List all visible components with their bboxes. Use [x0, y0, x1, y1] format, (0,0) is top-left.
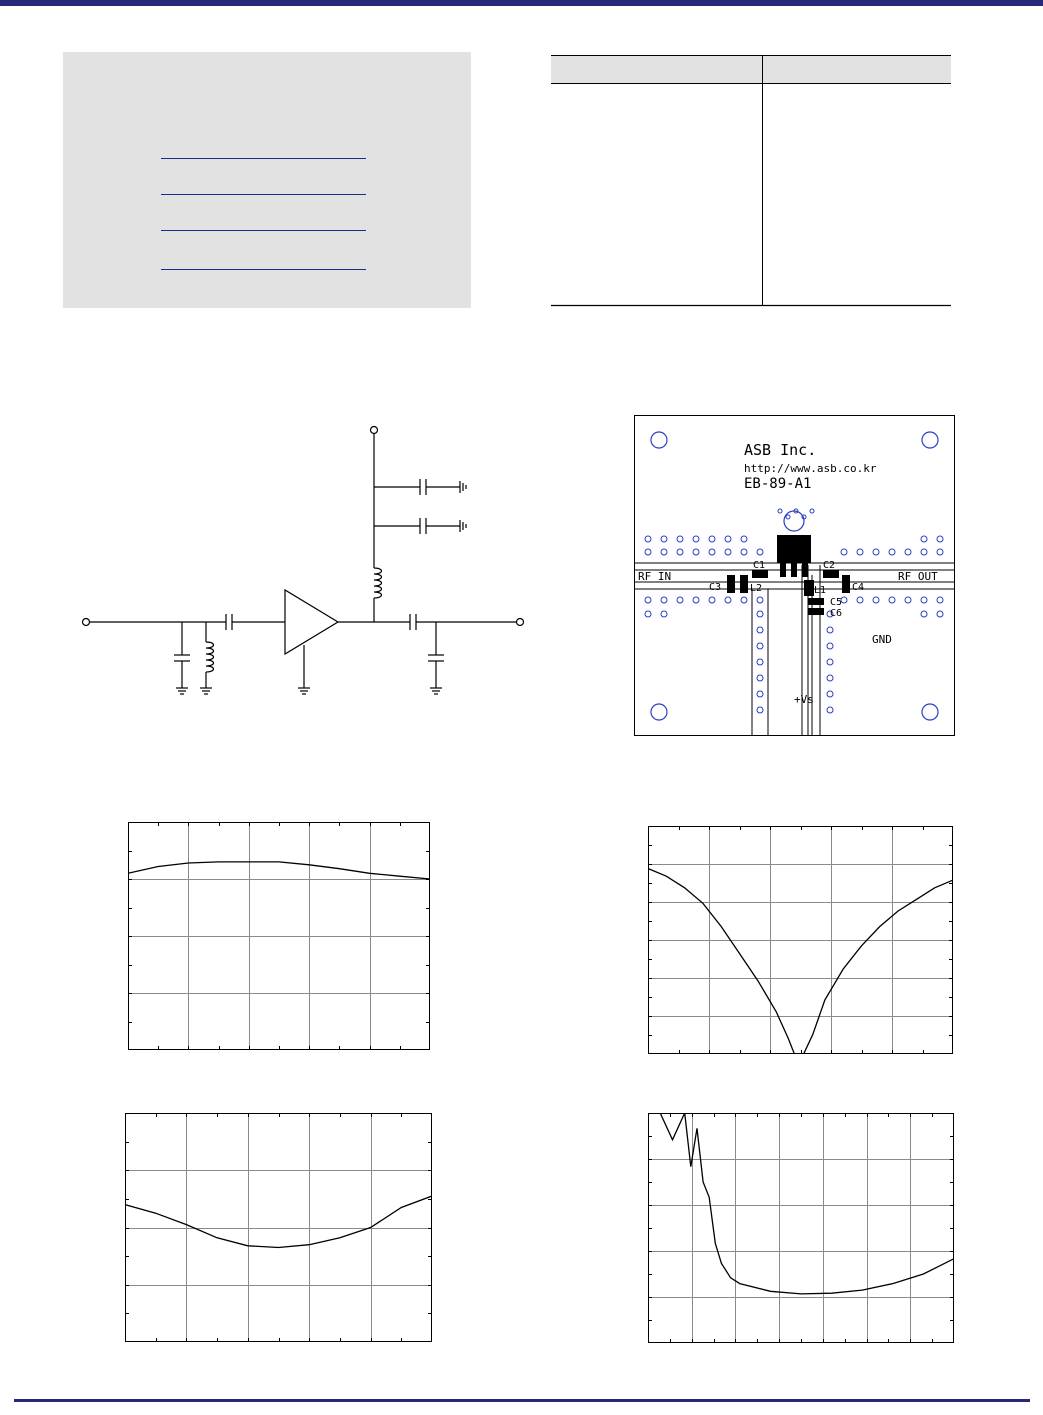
via	[757, 597, 763, 603]
via	[905, 549, 911, 555]
via	[937, 536, 943, 542]
via	[645, 536, 651, 542]
application-schematic	[80, 420, 530, 710]
ic-package	[777, 535, 811, 563]
blank-line	[161, 158, 366, 159]
via	[757, 675, 763, 681]
via	[857, 549, 863, 555]
via	[725, 549, 731, 555]
via	[937, 549, 943, 555]
via	[741, 549, 747, 555]
performance-chart	[648, 1113, 954, 1343]
via	[709, 597, 715, 603]
component-label: C2	[823, 560, 836, 571]
via	[786, 515, 790, 519]
mounting-hole	[651, 704, 667, 720]
chart-4	[648, 1113, 954, 1343]
series-line	[660, 1113, 954, 1294]
via	[677, 597, 683, 603]
chart-2	[648, 826, 953, 1054]
output-terminal	[517, 619, 524, 626]
amplifier-icon	[285, 590, 338, 654]
component-label: L2	[750, 583, 763, 594]
series-line	[648, 869, 953, 1055]
footer-bar	[14, 1399, 1030, 1402]
via	[921, 536, 927, 542]
via	[645, 611, 651, 617]
company-name: ASB Inc.	[744, 441, 817, 459]
via	[757, 643, 763, 649]
component-label: C5	[830, 597, 843, 608]
via	[661, 611, 667, 617]
mounting-hole	[651, 432, 667, 448]
via	[873, 597, 879, 603]
via	[693, 597, 699, 603]
via	[873, 549, 879, 555]
board-id: EB-89-A1	[744, 476, 812, 492]
via	[741, 597, 747, 603]
ground-icon	[460, 481, 466, 493]
via	[709, 549, 715, 555]
via	[645, 597, 651, 603]
blank-line	[161, 269, 366, 270]
via	[827, 659, 833, 665]
info-box	[63, 52, 471, 308]
port-in-label: RF IN	[638, 570, 672, 583]
performance-chart	[648, 826, 953, 1054]
company-url: http://www.asb.co.kr	[744, 462, 877, 475]
via	[827, 675, 833, 681]
via	[757, 611, 763, 617]
choke-inductor-icon	[374, 568, 382, 598]
ground-icon	[460, 520, 466, 532]
via	[841, 549, 847, 555]
via	[810, 509, 814, 513]
inductor-icon	[206, 642, 214, 672]
ground-icon	[176, 688, 188, 694]
supply-label: +Vs	[794, 693, 814, 706]
via	[677, 536, 683, 542]
blank-line	[161, 230, 366, 231]
via	[725, 597, 731, 603]
chart-1	[128, 822, 430, 1050]
ground-label: GND	[872, 633, 892, 646]
via	[757, 691, 763, 697]
via	[827, 707, 833, 713]
ground-icon	[430, 688, 442, 694]
table-header-row	[551, 55, 951, 83]
supply-terminal	[371, 427, 378, 434]
performance-chart	[128, 822, 430, 1050]
via	[709, 536, 715, 542]
via	[937, 597, 943, 603]
blank-line	[161, 194, 366, 195]
component-label: C4	[852, 582, 865, 593]
via	[921, 549, 927, 555]
evaluation-board	[634, 415, 956, 737]
via	[905, 597, 911, 603]
via	[921, 611, 927, 617]
component-label: C1	[753, 560, 766, 571]
header-bar	[0, 0, 1043, 6]
mounting-hole	[922, 704, 938, 720]
via	[677, 549, 683, 555]
via	[757, 627, 763, 633]
via	[661, 549, 667, 555]
via	[778, 509, 782, 513]
via	[741, 536, 747, 542]
via	[889, 549, 895, 555]
via	[827, 691, 833, 697]
series-line	[128, 862, 430, 879]
port-out-label: RF OUT	[898, 570, 938, 583]
via	[757, 659, 763, 665]
component-label: L1	[814, 585, 827, 596]
performance-chart	[125, 1113, 432, 1342]
spec-table	[551, 55, 951, 310]
ground-icon	[200, 688, 212, 694]
via	[661, 536, 667, 542]
via	[693, 549, 699, 555]
via	[661, 597, 667, 603]
via	[725, 536, 731, 542]
via	[827, 627, 833, 633]
mounting-hole	[922, 432, 938, 448]
ground-icon	[298, 688, 310, 694]
component-label: C3	[709, 582, 722, 593]
series-line	[125, 1196, 432, 1248]
via	[757, 549, 763, 555]
via	[827, 643, 833, 649]
via	[921, 597, 927, 603]
via	[757, 707, 763, 713]
via	[693, 536, 699, 542]
via	[645, 549, 651, 555]
via	[889, 597, 895, 603]
component-label: C6	[830, 608, 843, 619]
via	[937, 611, 943, 617]
input-terminal	[83, 619, 90, 626]
chart-3	[125, 1113, 432, 1342]
plot-frame	[126, 1114, 432, 1342]
via	[857, 597, 863, 603]
